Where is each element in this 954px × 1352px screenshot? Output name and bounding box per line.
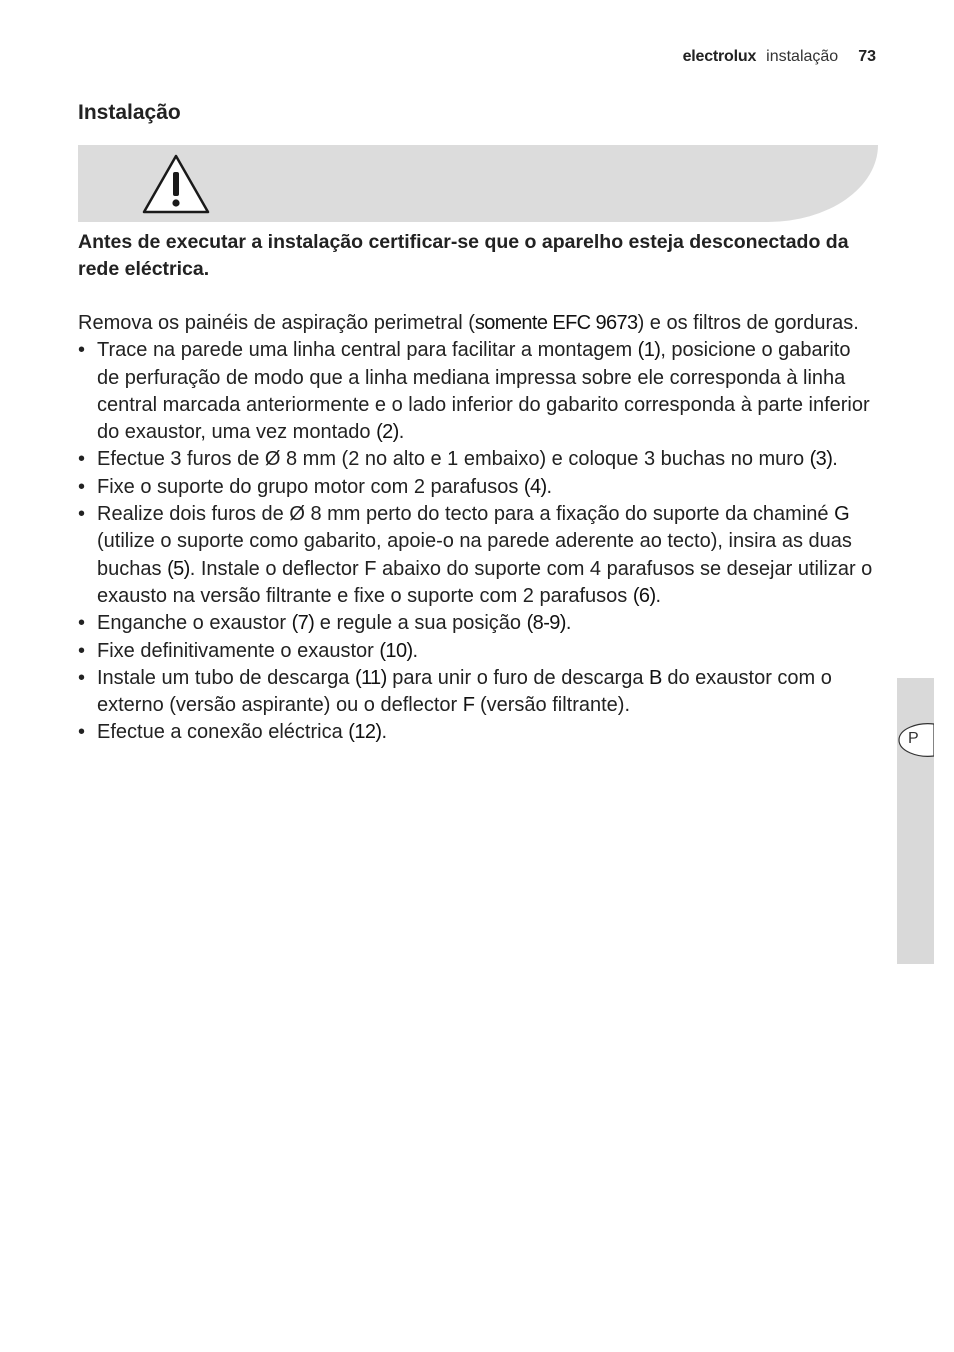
language-tab [897,678,934,964]
warning-text: Antes de executar a instalação certificar-se que o aparelho esteja desconectado da rede eléctrica. [78,231,849,280]
intro-text: Remova os painéis de aspiração perimetral ( [78,312,475,334]
list-item: • Efectue 3 furos de Ø 8 mm (2 no alto e 1 embaixo) e coloque 3 buchas no muro (3). [78,446,878,473]
page-number: 73 [858,48,876,65]
section-name: instalação [766,48,839,65]
figure-reference: (8-9) [526,612,566,635]
figure-reference: (1) [637,339,661,362]
list-item: • Fixe definitivamente o exaustor (10). [78,638,878,665]
list-item: • Instale um tubo de descarga (11) para unir o furo de descarga B do exaustor com o externo (versão aspirante) ou o deflector F (versão filtrante). [78,665,878,720]
figure-reference: (6) [632,584,656,607]
page-header [683,48,876,66]
list-item: • Efectue a conexão eléctrica (12). [78,719,878,746]
warning-band [78,145,878,222]
instructions [78,310,878,747]
figure-reference: (12) [348,721,382,744]
part-reference: B [649,666,662,689]
figure-reference: (2) [376,421,399,444]
figure-reference: (4) [523,475,547,498]
warning-triangle-icon [140,152,212,216]
figure-reference: (11) [354,666,387,689]
figure-reference: (3) [809,448,833,471]
list-item: • Trace na parede uma linha central para facilitar a montagem (1), posicione o gabarito de perfuração de modo que a linha mediana impressa sobre ele corresponda à linha central marcada anteriormente e o lado inferior do gabarito corresponda à parte inferior do exaustor, uma vez montado (2). [78,337,878,446]
figure-reference: (7) [291,612,315,635]
figure-reference: (5) [167,557,190,580]
steps-list [78,337,878,746]
list-item: • Fixe o suporte do grupo motor com 2 parafusos (4). [78,474,878,501]
intro-text-end: ) e os filtros de gorduras. [637,312,859,334]
list-item: • Enganche o exaustor (7) e regule a sua posição (8-9). [78,610,878,637]
brand-name: electrolux [682,48,757,65]
list-item: • Realize dois furos de Ø 8 mm perto do tecto para a fixação do suporte da chaminé G (utilize o suporte como gabarito, apoie-o na parede aderente ao tecto), insira as duas buchas (5). Instale o deflector F abaixo do suporte com 4 parafusos se desejar utilizar o exausto na versão filtrante e fixe o suporte com 2 parafusos (6). [78,501,878,610]
intro-paragraph [78,310,878,337]
language-letter: P [908,730,919,747]
part-reference: F [462,694,475,717]
page-title: Instalação [78,101,181,124]
model-reference: somente EFC 9673 [474,312,638,334]
figure-reference: (10) [379,639,413,662]
part-reference: G [834,503,850,526]
